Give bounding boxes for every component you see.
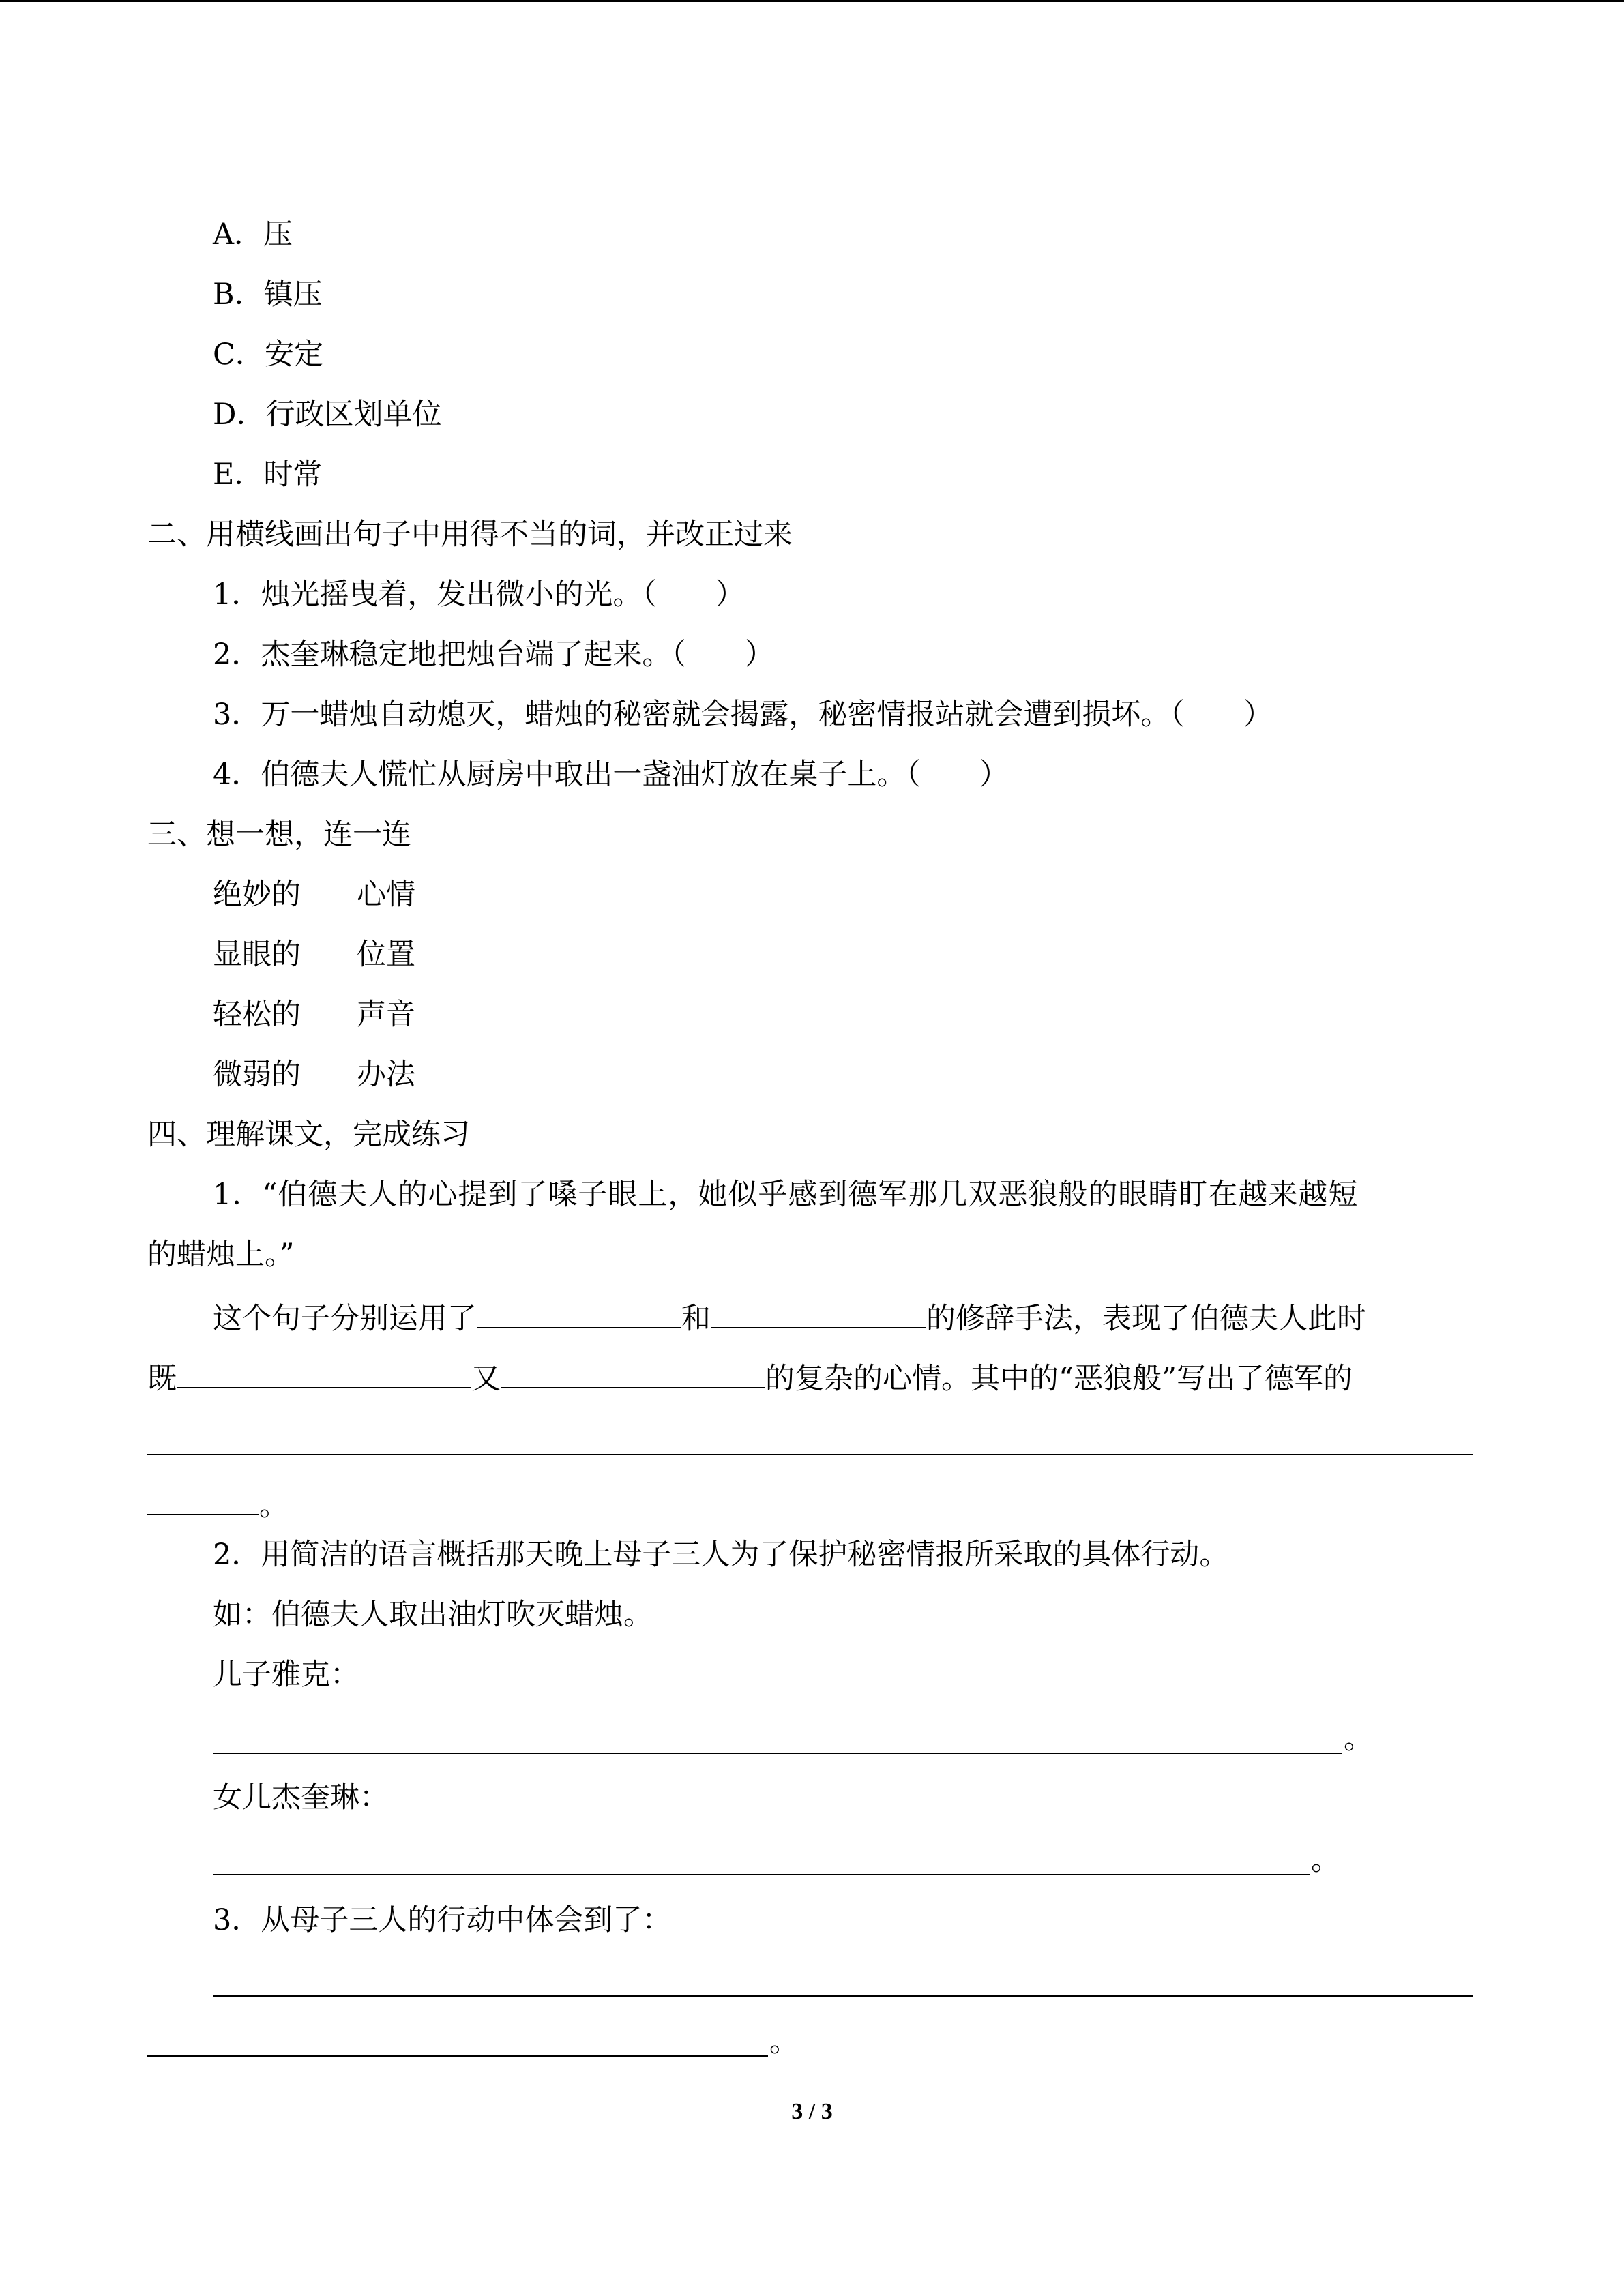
section3-heading: 三、想一想，连一连 bbox=[147, 818, 411, 852]
option-c: C．安定 bbox=[213, 338, 323, 372]
page-number: 3 / 3 bbox=[791, 2099, 833, 2124]
q1-end-line bbox=[147, 1481, 289, 1522]
q1-fill-b-mid: 又 bbox=[471, 1362, 501, 1396]
match-right: 声音 bbox=[357, 998, 415, 1032]
q1-fill-line-a bbox=[213, 1294, 1366, 1335]
match-left: 绝妙的 bbox=[213, 878, 301, 912]
section2-item-2: 2．杰奎琳稳定地把烛台端了起来。（ ） bbox=[213, 638, 774, 672]
section2-item-4: 4．伯德夫人慌忙从厨房中取出一盏油灯放在桌子上。（ ） bbox=[213, 758, 1009, 792]
match-right: 位置 bbox=[357, 938, 415, 972]
answer-line[interactable] bbox=[147, 1454, 1473, 1455]
q3-answer-line[interactable] bbox=[147, 2055, 768, 2057]
q3-answer-line[interactable] bbox=[213, 1995, 1473, 1997]
q1-text-line1: 1．“伯德夫人的心提到了嗓子眼上，她似乎感到德军那几双恶狼般的眼睛盯在越来越短 bbox=[213, 1178, 1359, 1212]
match-row bbox=[213, 874, 415, 915]
q1-end-mark: 。 bbox=[259, 1489, 289, 1523]
daughter-answer-line[interactable] bbox=[213, 1874, 1310, 1875]
q3-answer-end: 。 bbox=[769, 2025, 799, 2059]
q1-fill-a-mid: 和 bbox=[681, 1302, 711, 1336]
q1-fill-b-pre: 既 bbox=[147, 1362, 177, 1396]
match-row bbox=[213, 934, 415, 975]
blank-feeling-1[interactable] bbox=[177, 1354, 471, 1388]
match-left: 显眼的 bbox=[213, 938, 301, 972]
section4-heading: 四、理解课文，完成练习 bbox=[147, 1118, 470, 1152]
top-border bbox=[0, 0, 1624, 2]
option-b: B．镇压 bbox=[213, 278, 323, 312]
son-answer-end: 。 bbox=[1344, 1722, 1373, 1756]
q1-fill-line-b bbox=[147, 1354, 1353, 1395]
match-row bbox=[213, 994, 415, 1035]
daughter-answer-end: 。 bbox=[1311, 1843, 1340, 1877]
q2-son-label: 儿子雅克： bbox=[213, 1658, 359, 1692]
q1-fill-b-post: 的复杂的心情。其中的“恶狼般”写出了德军的 bbox=[765, 1362, 1353, 1396]
son-answer-line[interactable] bbox=[213, 1753, 1342, 1754]
match-right: 心情 bbox=[357, 878, 415, 912]
match-left: 轻松的 bbox=[213, 998, 301, 1032]
blank-rhetoric-1[interactable] bbox=[477, 1294, 681, 1328]
q2-daughter-label: 女儿杰奎琳： bbox=[213, 1780, 389, 1815]
q1-fill-a-post: 的修辞手法，表现了伯德夫人此时 bbox=[926, 1302, 1366, 1336]
option-e: E．时常 bbox=[213, 458, 323, 492]
q2-prompt: 2．用简洁的语言概括那天晚上母子三人为了保护秘密情报所采取的具体行动。 bbox=[213, 1538, 1229, 1572]
option-d: D．行政区划单位 bbox=[213, 398, 442, 432]
match-right: 办法 bbox=[357, 1058, 415, 1092]
match-left: 微弱的 bbox=[213, 1058, 301, 1092]
section2-heading: 二、用横线画出句子中用得不当的词，并改正过来 bbox=[147, 518, 793, 552]
q1-text-line2: 的蜡烛上。” bbox=[147, 1238, 295, 1272]
section2-item-1: 1．烛光摇曳着，发出微小的光。（ ） bbox=[213, 578, 745, 612]
match-row bbox=[213, 1054, 415, 1095]
q1-fill-a-pre: 这个句子分别运用了 bbox=[213, 1302, 477, 1336]
option-a: A．压 bbox=[213, 218, 293, 252]
blank-wolf-description-end[interactable] bbox=[147, 1481, 259, 1515]
q2-example: 如：伯德夫人取出油灯吹灭蜡烛。 bbox=[213, 1598, 653, 1632]
section2-item-3: 3．万一蜡烛自动熄灭，蜡烛的秘密就会揭露，秘密情报站就会遭到损坏。（ ） bbox=[213, 698, 1273, 732]
blank-rhetoric-2[interactable] bbox=[711, 1294, 926, 1328]
q3-prompt: 3．从母子三人的行动中体会到了： bbox=[213, 1903, 672, 1937]
blank-feeling-2[interactable] bbox=[501, 1354, 765, 1388]
